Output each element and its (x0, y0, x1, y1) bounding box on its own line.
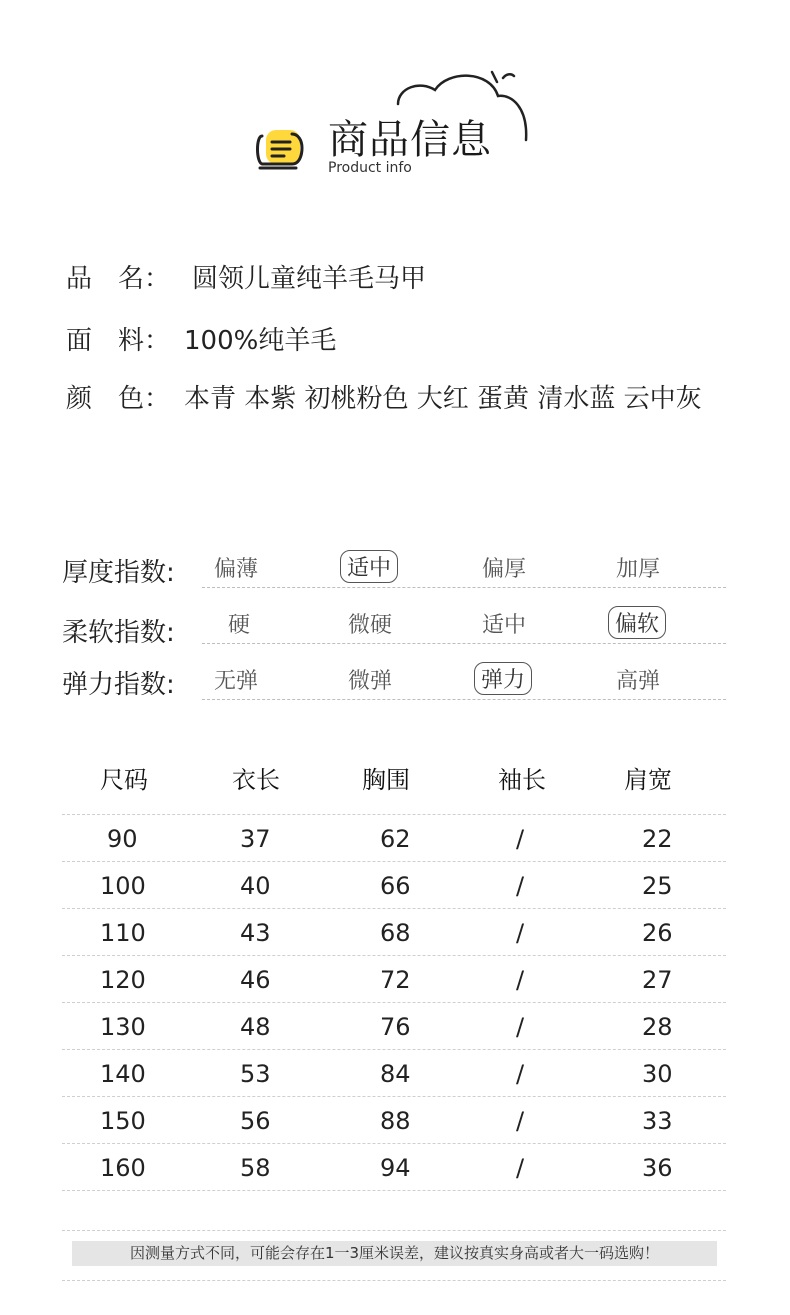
table-header-size: 尺码 (100, 766, 148, 794)
index-option-selected: 适中 (340, 550, 398, 583)
index-option: 微硬 (348, 613, 393, 638)
info-value: 本青 本紫 初桃粉色 大红 蛋黄 清水蓝 云中灰 (184, 384, 702, 414)
table-row: 130 48 76 / 28 (62, 1002, 726, 1049)
table-header-length: 衣长 (232, 766, 280, 794)
table-header-chest: 胸围 (362, 766, 410, 794)
info-value: 100%纯羊毛 (184, 326, 337, 356)
info-row-fabric (66, 320, 336, 357)
cloud-decoration-icon (0, 0, 790, 210)
info-row-name (66, 258, 426, 295)
index-option: 硬 (228, 613, 251, 638)
section-title: 商品信息 (328, 117, 492, 163)
measurement-note: 因测量方式不同，可能会存在1一3厘米误差，建议按真实身高或者大一码选购！ (72, 1241, 717, 1266)
table-row: 160 58 94 / 36 (62, 1143, 726, 1190)
index-label: 弹力指数: (62, 670, 175, 700)
index-option: 高弹 (616, 669, 661, 694)
table-header-shoulder: 肩宽 (624, 766, 672, 794)
thickness-index-row (62, 548, 726, 588)
dashed-divider (202, 587, 726, 588)
table-row: 150 56 88 / 33 (62, 1096, 726, 1143)
index-label: 柔软指数: (62, 618, 175, 648)
elasticity-index-row (62, 660, 726, 700)
table-row: 140 53 84 / 30 (62, 1049, 726, 1096)
index-option: 偏薄 (214, 557, 259, 582)
index-option: 微弹 (348, 669, 393, 694)
index-option-selected: 偏软 (608, 606, 666, 639)
table-row: 100 40 66 / 25 (62, 861, 726, 908)
dashed-divider (62, 1280, 726, 1281)
softness-index-row (62, 604, 726, 648)
info-value: 圆领儿童纯羊毛马甲 (192, 264, 427, 294)
table-row: 90 37 62 / 22 (62, 814, 726, 861)
index-option: 无弹 (214, 669, 259, 694)
table-row: 120 46 72 / 27 (62, 955, 726, 1002)
dashed-divider (202, 699, 726, 700)
info-label: 面 料： (66, 326, 171, 356)
dashed-divider (202, 643, 726, 644)
index-label: 厚度指数: (62, 558, 175, 588)
table-row: 110 43 68 / 26 (62, 908, 726, 955)
index-option: 偏厚 (482, 557, 527, 582)
table-header-sleeve: 袖长 (498, 766, 546, 794)
dashed-divider (62, 1230, 726, 1231)
document-lines-icon (252, 124, 312, 174)
section-subtitle: Product info (328, 160, 412, 176)
info-label: 颜 色： (66, 384, 171, 414)
index-option: 适中 (482, 613, 527, 638)
index-option-selected: 弹力 (474, 662, 532, 695)
info-row-colors (66, 378, 702, 415)
info-label: 品 名： (66, 264, 171, 294)
dashed-divider (62, 1190, 726, 1191)
product-info-header (0, 0, 790, 210)
index-option: 加厚 (616, 557, 661, 582)
